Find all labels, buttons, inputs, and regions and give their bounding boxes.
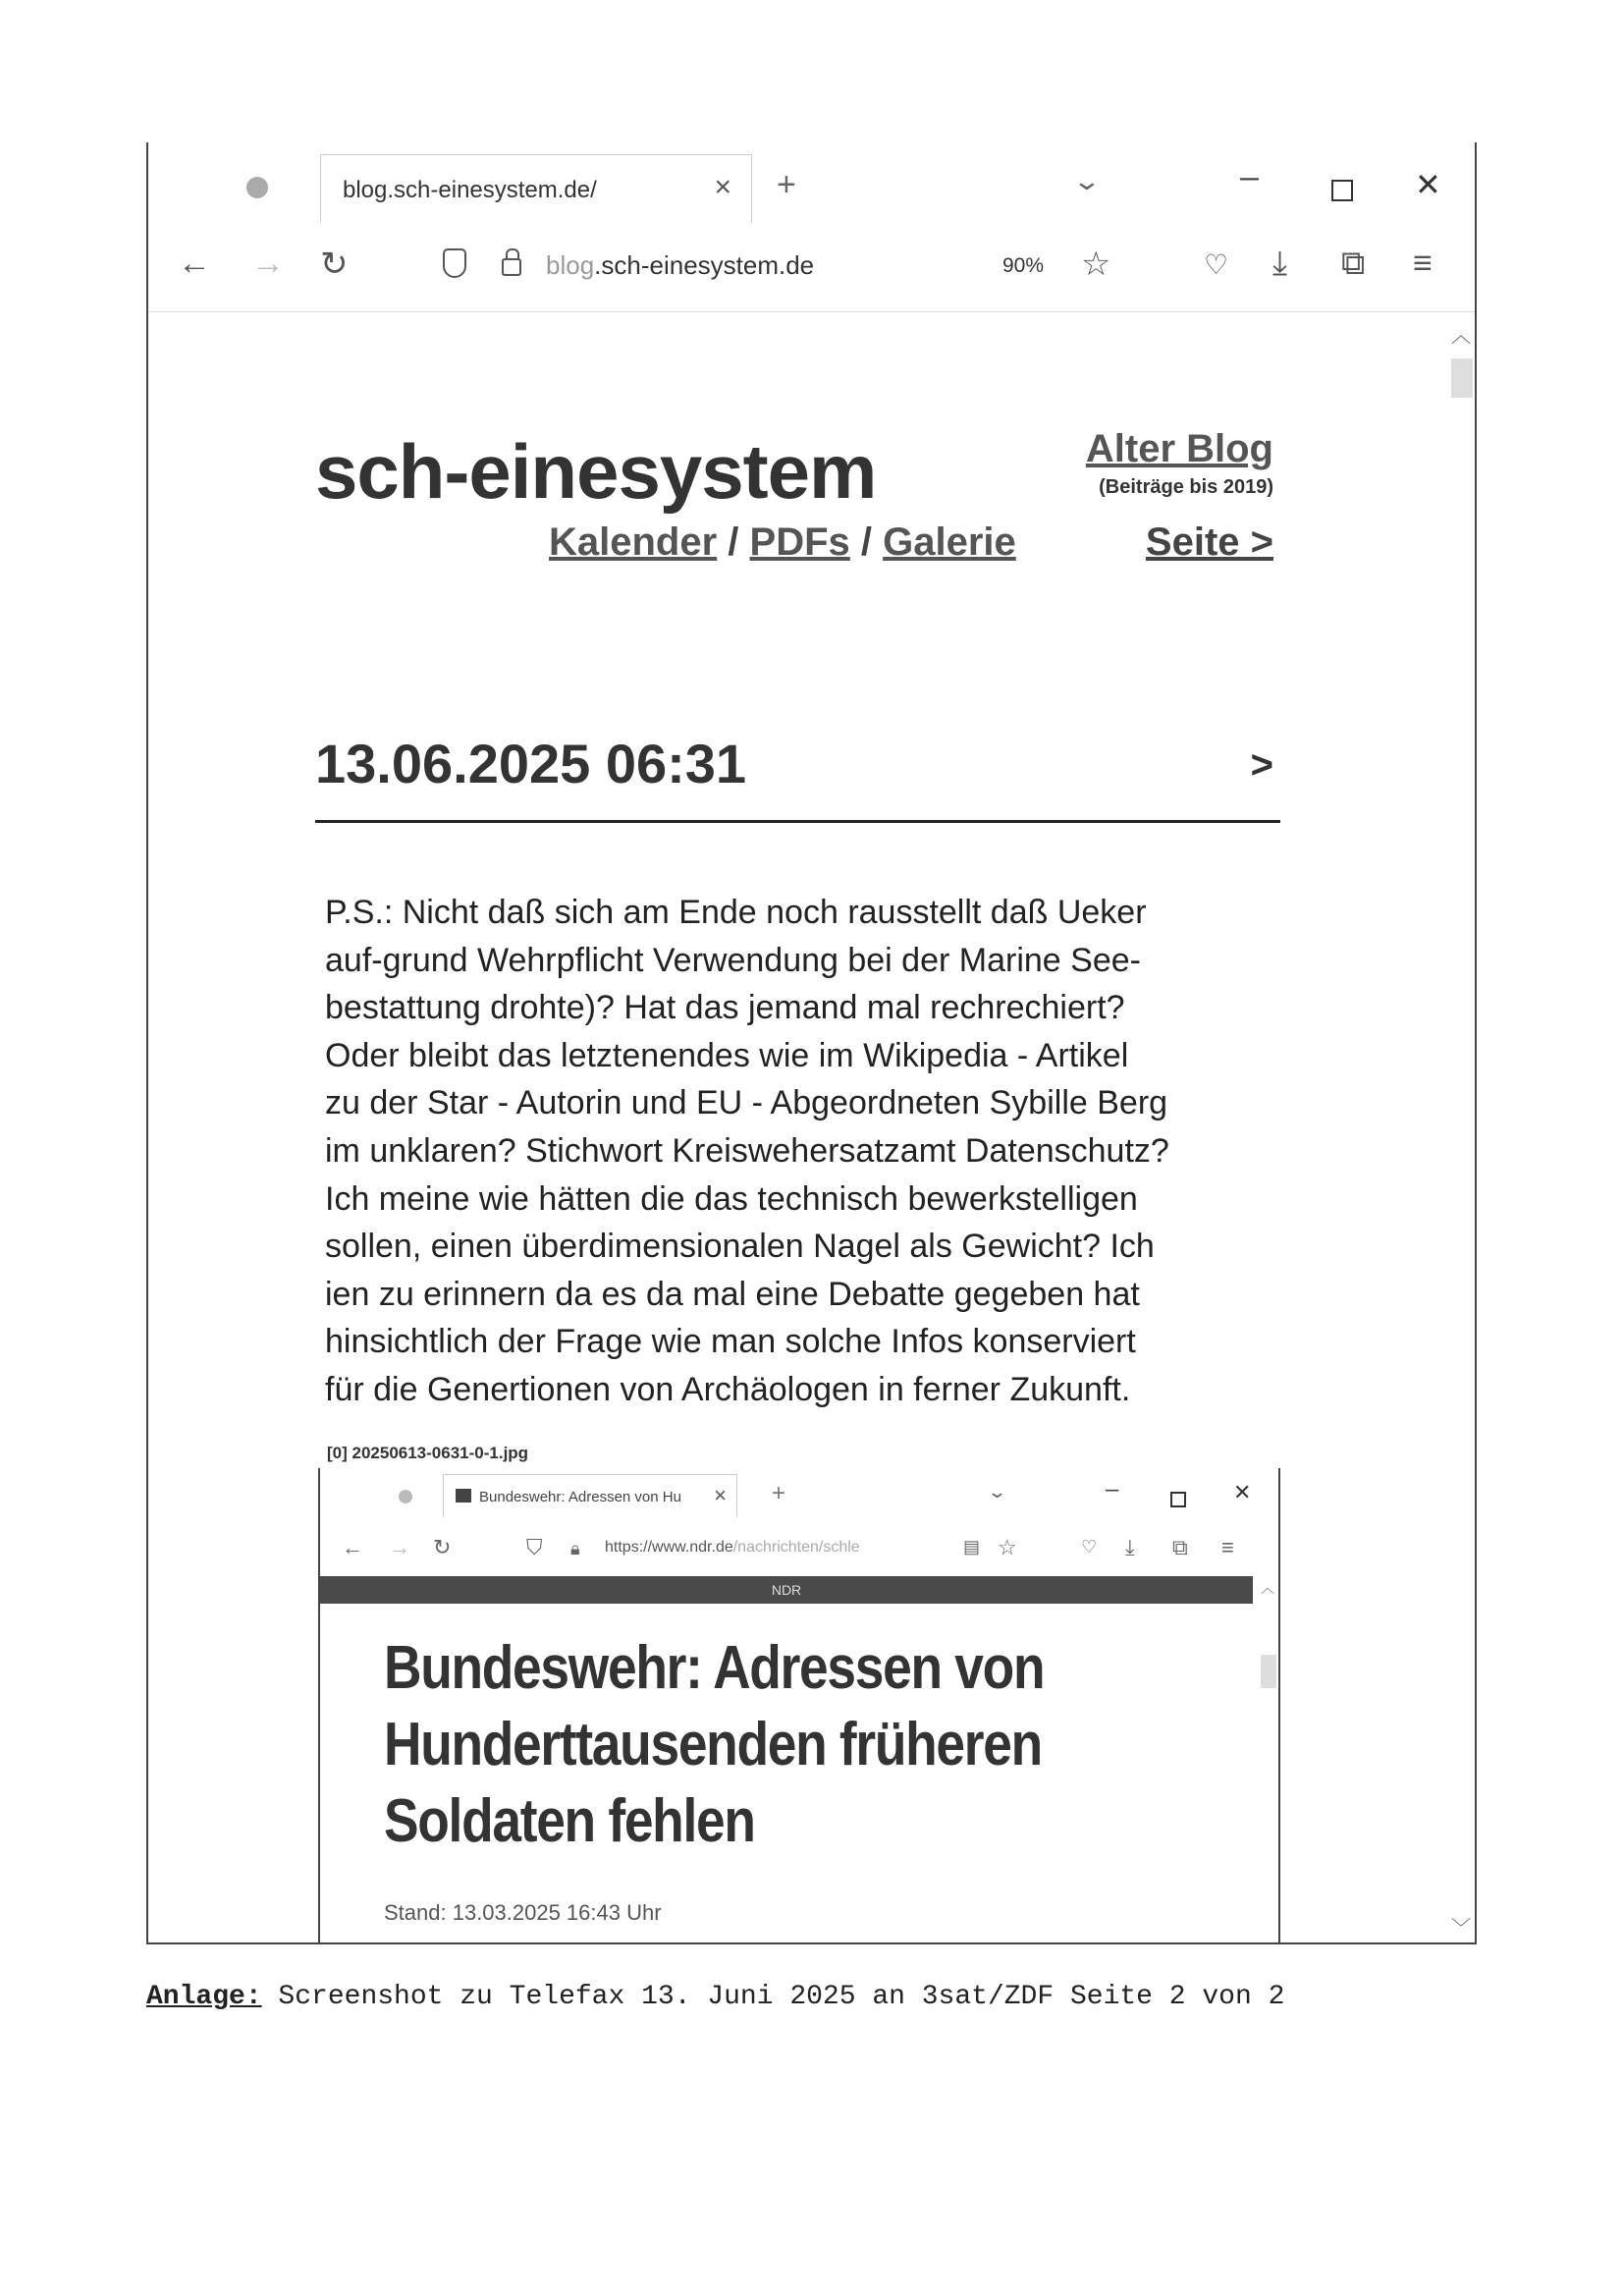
close-window-icon: ✕ [1233,1480,1252,1504]
extensions-icon: ⧉ [1172,1535,1188,1559]
download-icon[interactable]: ⤓ [1272,245,1288,282]
image-caption[interactable]: [0] 20250613-0631-0-1.jpg [327,1444,529,1462]
url-domain: .sch-einesystem.de [594,250,815,280]
embedded-url-path: /nachrichten/schle [732,1539,860,1556]
navigation-bar [148,223,1475,312]
old-blog-link[interactable]: Alter Blog [1085,427,1273,470]
url-prefix: blog [546,250,595,280]
bookmark-star-icon[interactable]: ☆ [1081,246,1111,283]
old-blog-subtitle: (Beiträge bis 2019) [1099,476,1273,498]
menu-icon[interactable]: ≡ [1413,245,1433,282]
embedded-tab [443,1474,737,1517]
maximize-icon [1170,1492,1186,1507]
shield-icon: ⛉ [526,1535,543,1559]
scroll-down-icon[interactable]: ﹀ [1451,1918,1471,1940]
back-icon: ← [342,1535,363,1559]
footer-note [146,1982,1284,2012]
forward-icon[interactable]: → [251,245,285,282]
post-divider [315,820,1280,823]
post-body: P.S.: Nicht daß sich am Ende noch rausstellt daß Ueker auf-grund Wehrpflicht Verwendung bei der Marine See- bestattung drohte)? Hat das jemand mal rechrechiert? Oder bleibt das letztenendes wie im Wikipedia - Artikel zu der Star - Autorin und EU - Abgeordneten Sybille Berg im unklaren? Stichwort Kreiswehersatzamt Datenschutz? Ich meine wie hätten die das technisch bewerkstelligen sollen, einen überdimensionalen Nagel als Gewicht? Ich ien zu erinnern da es da mal eine Debatte gegeben hat hinsichtlich der Frage wie man solche Infos konserviert für die Genertionen von Archäologen in ferner Zukunft. [325,894,1169,1408]
footer-text: Screenshot zu Telefax 13. Juni 2025 an 3sat/ZDF Seite 2 von 2 [261,1982,1285,2012]
lock-icon: 🔒︎ [570,1539,580,1558]
new-tab-icon[interactable]: + [777,166,796,203]
minimize-icon[interactable]: – [1240,158,1259,195]
back-icon[interactable]: ← [178,245,211,282]
scroll-up-icon[interactable]: ︿ [1451,325,1471,347]
extension-icon [399,1490,412,1503]
site-title: sch-einesystem [315,428,877,515]
menu-icon: ≡ [1221,1535,1234,1559]
extensions-icon[interactable]: ⧉ [1341,245,1366,282]
scroll-up-icon: ︿ [1261,1580,1274,1596]
scroll-thumb [1261,1655,1276,1688]
embedded-url-domain: https://www.ndr.de [605,1539,733,1556]
embedded-url [605,1539,860,1557]
ndr-banner: NDR [320,1576,1253,1604]
url-bar[interactable] [546,250,814,281]
zoom-level[interactable]: 90% [1002,254,1045,277]
bookmark-star-icon: ☆ [998,1535,1017,1559]
lock-icon[interactable] [502,258,521,276]
embedded-tab-title: Bundeswehr: Adressen von Hu [479,1489,681,1505]
chevron-down-icon[interactable]: ⌄ [1071,166,1103,195]
extension-icon[interactable] [246,177,268,198]
maximize-icon[interactable] [1331,180,1353,201]
close-tab-icon[interactable]: × [714,171,731,203]
embedded-screenshot[interactable] [318,1468,1280,1944]
nav-calendar-link[interactable]: Kalender [549,520,718,564]
tab-bar [148,142,1475,223]
download-icon: ⤓ [1125,1535,1135,1559]
ndr-favicon-icon [456,1489,471,1503]
close-tab-icon: × [714,1483,727,1507]
next-post-link[interactable]: > [1250,743,1273,787]
pocket-icon: ♡ [1081,1537,1098,1557]
site-nav [549,520,1016,565]
forward-icon: → [389,1535,410,1559]
next-page-link[interactable]: Seite > [1145,520,1273,564]
article-headline: Bundeswehr: Adressen von Hunderttausenden früheren Soldaten fehlen [384,1634,1045,1855]
browser-window [146,142,1477,1944]
post-date: 13.06.2025 06:31 [315,733,747,794]
pocket-icon[interactable]: ♡ [1204,249,1229,280]
reload-icon: ↻ [433,1535,452,1559]
nav-pdfs-link[interactable]: PDFs [749,520,850,564]
article-timestamp: Stand: 13.03.2025 16:43 Uhr [384,1900,662,1925]
embedded-navigation-bar [320,1523,1278,1576]
chevron-down-icon: ⌄ [986,1482,1008,1502]
reload-icon[interactable]: ↻ [320,246,349,283]
nav-separator: / [717,520,750,564]
scroll-thumb[interactable] [1451,358,1473,398]
nav-gallery-link[interactable]: Galerie [883,520,1016,564]
close-window-icon[interactable]: ✕ [1415,167,1441,202]
reader-view-icon: ▤ [963,1537,981,1557]
active-tab[interactable] [320,154,752,223]
footer-label: Anlage: [146,1982,262,2012]
scrollbar[interactable] [1449,311,1475,1942]
tab-title: blog.sch-einesystem.de/ [343,177,597,203]
shield-icon[interactable] [443,248,466,278]
nav-separator: / [849,520,884,564]
new-tab-icon: + [772,1480,786,1506]
minimize-icon: – [1106,1476,1119,1503]
